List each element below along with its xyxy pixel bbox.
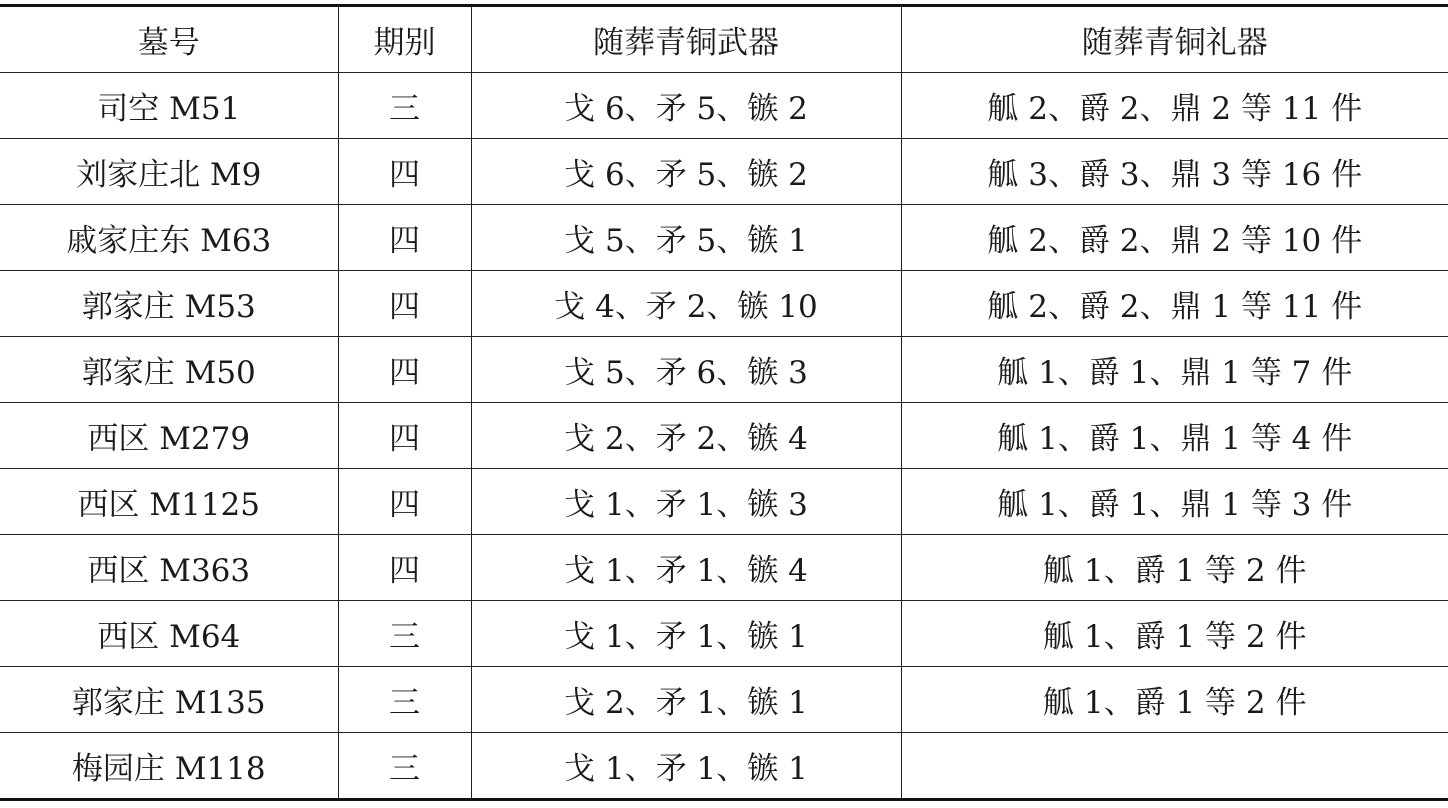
cell-weapons: 戈 5、矛 6、镞 3	[471, 337, 901, 403]
cell-weapons: 戈 6、矛 5、镞 2	[471, 139, 901, 205]
cell-ritual-vessels: 觚 1、爵 1、鼎 1 等 4 件	[901, 403, 1448, 469]
table-header	[0, 6, 1448, 73]
cell-ritual-vessels: 觚 2、爵 2、鼎 2 等 10 件	[901, 205, 1448, 271]
table-body	[0, 73, 1448, 800]
cell-period: 三	[338, 667, 471, 733]
cell-weapons: 戈 6、矛 5、镞 2	[471, 73, 901, 139]
header-row	[0, 6, 1448, 73]
table-row	[0, 733, 1448, 800]
table-row	[0, 337, 1448, 403]
cell-ritual-vessels: 觚 2、爵 2、鼎 1 等 11 件	[901, 271, 1448, 337]
header-period: 期别	[338, 6, 471, 73]
table-row	[0, 73, 1448, 139]
header-bronze-ritual-vessels: 随葬青铜礼器	[901, 6, 1448, 73]
cell-ritual-vessels	[901, 733, 1448, 800]
table-row	[0, 271, 1448, 337]
header-bronze-weapons: 随葬青铜武器	[471, 6, 901, 73]
table-row	[0, 667, 1448, 733]
cell-ritual-vessels: 觚 2、爵 2、鼎 2 等 11 件	[901, 73, 1448, 139]
table-row	[0, 205, 1448, 271]
cell-tomb-number: 西区 M363	[0, 535, 338, 601]
cell-period: 三	[338, 73, 471, 139]
cell-tomb-number: 西区 M279	[0, 403, 338, 469]
table-row	[0, 139, 1448, 205]
cell-tomb-number: 司空 M51	[0, 73, 338, 139]
tomb-bronze-table-container	[0, 4, 1448, 801]
cell-weapons: 戈 2、矛 2、镞 4	[471, 403, 901, 469]
cell-period: 四	[338, 403, 471, 469]
cell-weapons: 戈 1、矛 1、镞 4	[471, 535, 901, 601]
cell-period: 四	[338, 337, 471, 403]
cell-ritual-vessels: 觚 3、爵 3、鼎 3 等 16 件	[901, 139, 1448, 205]
cell-ritual-vessels: 觚 1、爵 1 等 2 件	[901, 601, 1448, 667]
table-row	[0, 535, 1448, 601]
cell-tomb-number: 梅园庄 M118	[0, 733, 338, 800]
cell-weapons: 戈 5、矛 5、镞 1	[471, 205, 901, 271]
header-tomb-number: 墓号	[0, 6, 338, 73]
cell-tomb-number: 西区 M64	[0, 601, 338, 667]
cell-period: 四	[338, 205, 471, 271]
cell-tomb-number: 郭家庄 M53	[0, 271, 338, 337]
cell-ritual-vessels: 觚 1、爵 1 等 2 件	[901, 535, 1448, 601]
table-row	[0, 601, 1448, 667]
cell-weapons: 戈 1、矛 1、镞 1	[471, 733, 901, 800]
cell-period: 四	[338, 271, 471, 337]
cell-tomb-number: 戚家庄东 M63	[0, 205, 338, 271]
tomb-bronze-table	[0, 4, 1448, 801]
cell-tomb-number: 郭家庄 M135	[0, 667, 338, 733]
cell-weapons: 戈 4、矛 2、镞 10	[471, 271, 901, 337]
cell-weapons: 戈 1、矛 1、镞 3	[471, 469, 901, 535]
table-row	[0, 403, 1448, 469]
cell-ritual-vessels: 觚 1、爵 1、鼎 1 等 7 件	[901, 337, 1448, 403]
cell-period: 四	[338, 139, 471, 205]
table-row	[0, 469, 1448, 535]
cell-weapons: 戈 2、矛 1、镞 1	[471, 667, 901, 733]
cell-period: 三	[338, 733, 471, 800]
cell-period: 三	[338, 601, 471, 667]
cell-ritual-vessels: 觚 1、爵 1 等 2 件	[901, 667, 1448, 733]
cell-ritual-vessels: 觚 1、爵 1、鼎 1 等 3 件	[901, 469, 1448, 535]
cell-period: 四	[338, 469, 471, 535]
cell-weapons: 戈 1、矛 1、镞 1	[471, 601, 901, 667]
cell-tomb-number: 西区 M1125	[0, 469, 338, 535]
cell-period: 四	[338, 535, 471, 601]
cell-tomb-number: 郭家庄 M50	[0, 337, 338, 403]
cell-tomb-number: 刘家庄北 M9	[0, 139, 338, 205]
